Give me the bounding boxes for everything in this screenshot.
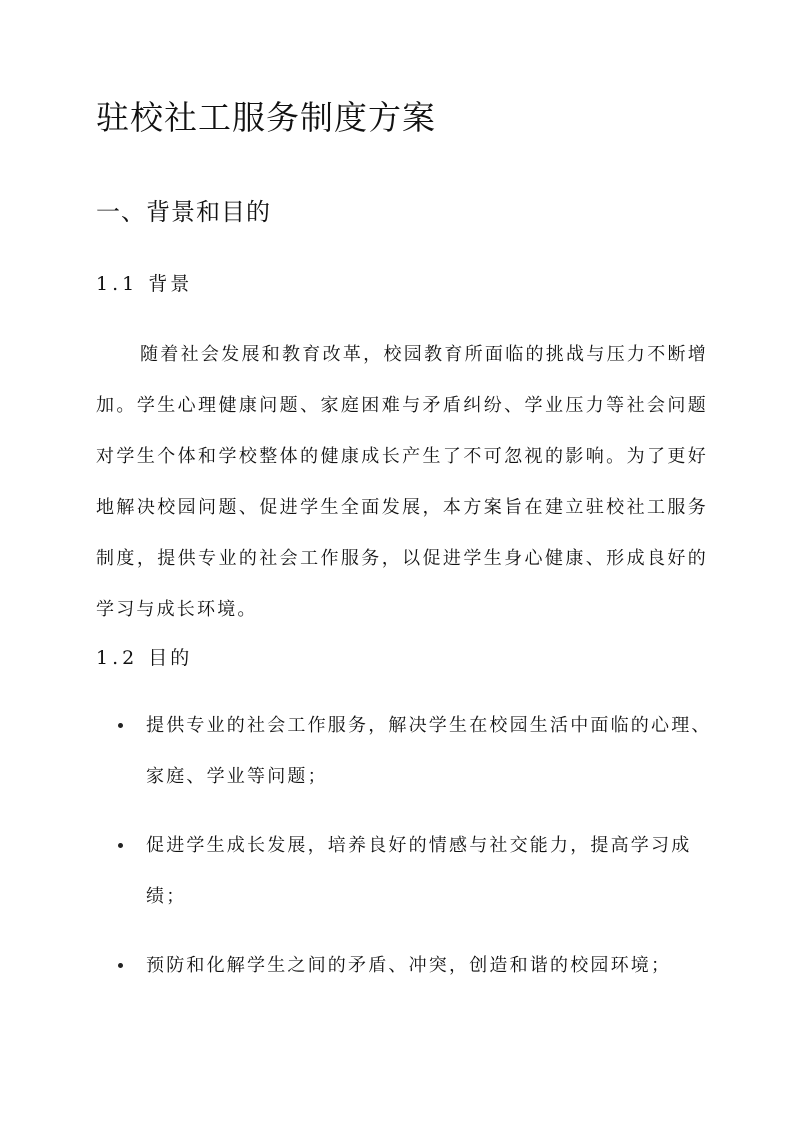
bullet-dot-icon [118, 843, 123, 848]
purpose-list [96, 700, 716, 1009]
subsection-title: 背景 [148, 273, 193, 295]
section-heading-background-purpose: 一、背景和目的 [96, 198, 271, 226]
subsection-heading-purpose [96, 645, 192, 671]
subsection-number: 1.2 [96, 647, 139, 669]
list-item-text: 提供专业的社会工作服务，解决学生在校园生活中面临的心理、家庭、学业等问题； [146, 715, 712, 787]
list-item [96, 820, 716, 922]
list-item [96, 700, 716, 802]
list-item-text: 促进学生成长发展，培养良好的情感与社交能力，提高学习成绩； [146, 835, 692, 907]
subsection-heading-background [96, 271, 192, 297]
subsection-title: 目的 [148, 647, 193, 669]
bullet-dot-icon [118, 963, 123, 968]
list-item [96, 940, 716, 991]
subsection-number: 1.1 [96, 273, 139, 295]
list-item-text: 预防和化解学生之间的矛盾、冲突，创造和谐的校园环境； [146, 955, 672, 976]
document-title: 驻校社工服务制度方案 [96, 98, 436, 137]
bullet-dot-icon [118, 723, 123, 728]
background-paragraph: 随着社会发展和教育改革，校园教育所面临的挑战与压力不断增加。学生心理健康问题、家庭困难与矛盾纠纷、学业压力等社会问题对学生个体和学校整体的健康成长产生了不可忽视的影响。为了更好地解决校园问题、促进学生全面发展，本方案旨在建立驻校社工服务制度，提供专业的社会工作服务，以促进学生身心健康、形成良好的学习与成长环境。 [96, 344, 708, 620]
